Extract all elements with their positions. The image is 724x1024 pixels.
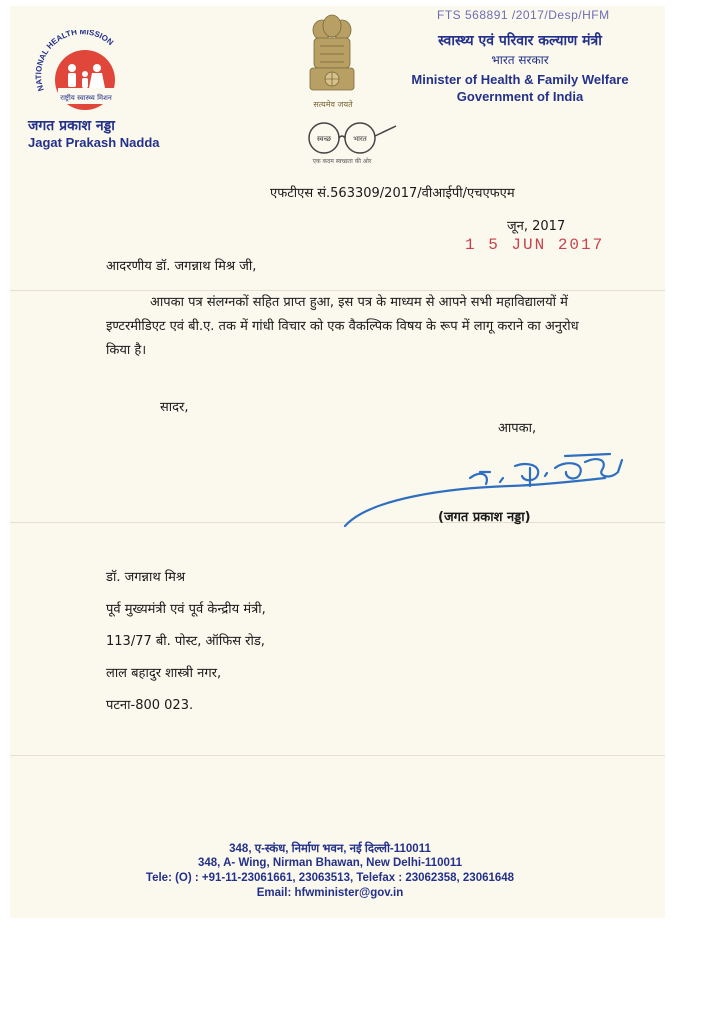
- recipient-line: पटना-800 023.: [106, 698, 194, 713]
- swachh-left-text: स्वच्छ: [316, 135, 332, 143]
- footer-email: Email: hfwminister@gov.in: [256, 887, 404, 899]
- minister-title-hindi: स्वास्थ्य एवं परिवार कल्याण मंत्री: [438, 33, 602, 49]
- fts-stamp: FTS 568891 /2017/Desp/HFM: [437, 8, 610, 22]
- letter-body-text: आपका पत्र संलग्नकों सहित प्राप्त हुआ, इस पत्र के माध्यम से आपने सभी महाविद्यालयों में इण्टरमीडिएट एवं बी.ए. तक में गांधी विचार को एक वैकल्पिक विषय के रूप में लागू कराने का अनुरोध किया है।: [106, 295, 579, 358]
- letter-body: [106, 291, 590, 363]
- minister-name-english: Jagat Prakash Nadda: [28, 135, 160, 150]
- nhm-logo: [30, 30, 130, 112]
- salutation: आदरणीय डॉ. जगन्नाथ मिश्र जी,: [106, 259, 257, 274]
- recipient-line: लाल बहादुर शास्त्री नगर,: [106, 666, 222, 681]
- emblem-motto: सत्यमेव जयते: [313, 100, 353, 109]
- swachh-right-text: भारत: [353, 135, 367, 143]
- closing: सादर,: [160, 400, 189, 415]
- yours: आपका,: [498, 421, 537, 436]
- footer-address-hindi: 348, ए-स्कंध, निर्माण भवन, नई दिल्ली-110011: [229, 843, 431, 855]
- logo-arc-text: NATIONAL HEALTH MISSION: [34, 30, 116, 93]
- government-hindi: भारत सरकार: [491, 53, 549, 67]
- recipient-line: डॉ. जगन्नाथ मिश्र: [106, 570, 186, 585]
- footer-phone: Tele: (O) : +91-11-23061661, 23063513, Telefax : 23062358, 23061648: [145, 872, 515, 884]
- signatory-name: (जगत प्रकाश नड्डा): [438, 510, 531, 525]
- letter-date: जून, 2017: [507, 219, 566, 234]
- file-reference: एफटीएस सं.563309/2017/वीआईपी/एचएफएम: [270, 186, 515, 201]
- swachh-tagline: एक कदम स्वच्छता की ओर: [312, 158, 372, 165]
- national-emblem-icon: [302, 12, 362, 112]
- minister-title-english: Minister of Health & Family Welfare: [411, 72, 629, 87]
- logo-sub-text: राष्ट्रीय स्वास्थ्य मिशन: [60, 94, 112, 102]
- fold-line: [10, 755, 665, 756]
- footer-address-english: 348, A- Wing, Nirman Bhawan, New Delhi-110011: [197, 857, 463, 869]
- government-english: Government of India: [456, 89, 584, 104]
- received-date-stamp: 1 5 JUN 2017: [465, 236, 605, 254]
- recipient-line: 113/77 बी. पोस्ट, ऑफिस रोड,: [106, 634, 265, 649]
- swachh-bharat-logo: [292, 118, 402, 166]
- minister-name-hindi: जगत प्रकाश नड्डा: [28, 118, 115, 134]
- recipient-line: पूर्व मुख्यमंत्री एवं पूर्व केन्द्रीय मंत्री,: [106, 602, 266, 617]
